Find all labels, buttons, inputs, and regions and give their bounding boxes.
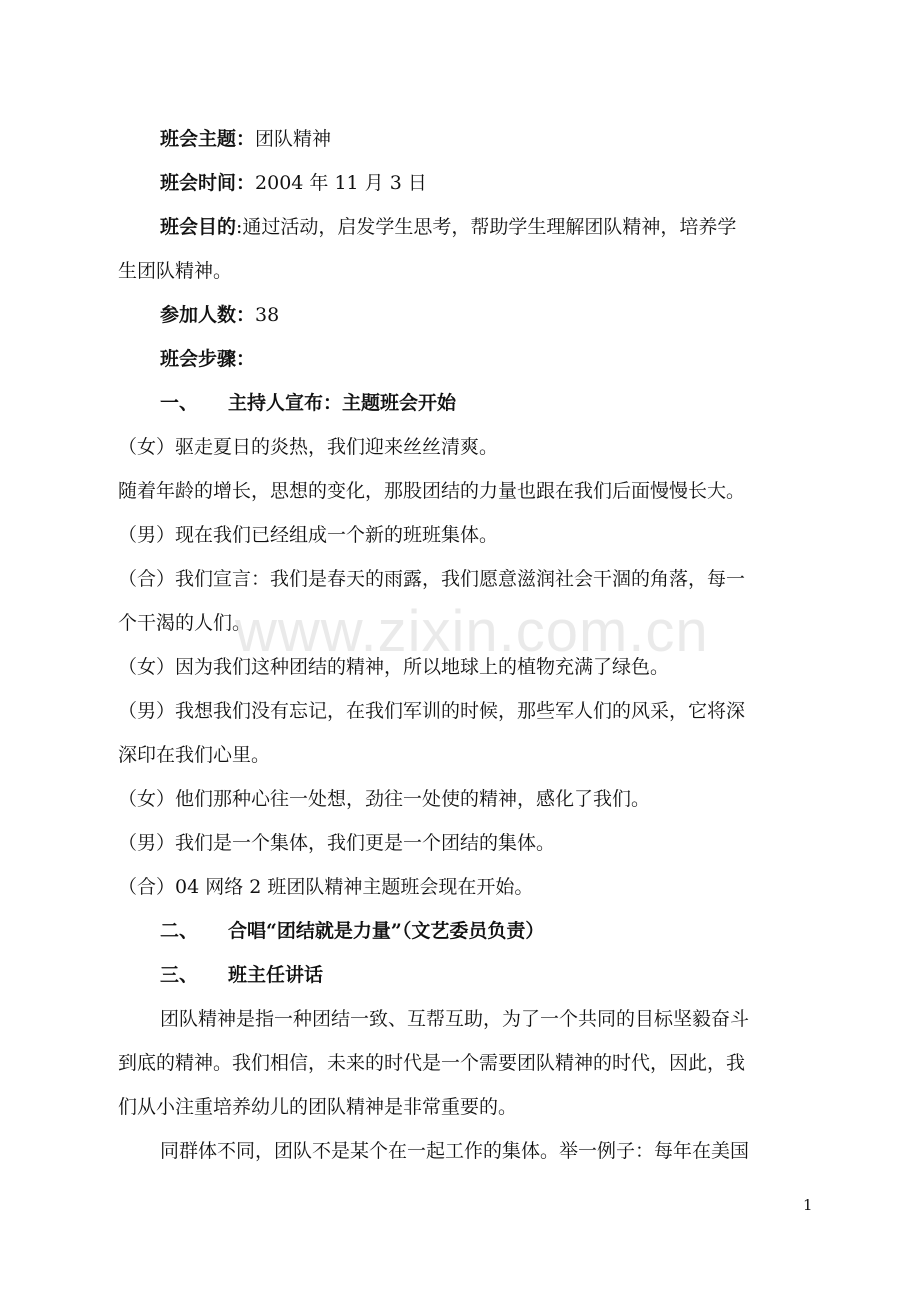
meta-count: [160, 303, 860, 327]
count-label: 参加人数：: [160, 304, 256, 326]
dialogue-line: （女）因为我们这种团结的精神，所以地球上的植物充满了绿色。: [118, 656, 670, 678]
meta-theme: [160, 127, 860, 151]
section3-number: 三、: [160, 964, 199, 986]
theme-label: 班会主题：: [160, 128, 256, 150]
section3-heading: [160, 963, 860, 987]
steps-label: 班会步骤：: [160, 348, 256, 370]
paragraph-line: 团队精神是指一种团结一致、互帮互助，为了一个共同的目标坚毅奋斗: [160, 1008, 750, 1030]
purpose-value-line1: :通过活动，启发学生思考，帮助学生理解团队精神，培养学: [236, 216, 737, 238]
dialogue-line: 随着年龄的增长，思想的变化，那股团结的力量也跟在我们后面慢慢长大。: [118, 480, 746, 502]
purpose-label: 班会目的: [160, 216, 237, 238]
section1-number: 一、: [160, 392, 199, 414]
dialogue-line: （男）我想我们没有忘记，在我们军训的时候，那些军人们的风采，它将深: [118, 700, 746, 722]
section3-title: 班主任讲话: [228, 964, 324, 986]
paragraph-line: 们从小注重培养幼儿的团队精神是非常重要的。: [118, 1096, 518, 1118]
dialogue-line: （女）他们那种心往一处想，劲往一处使的精神，感化了我们。: [118, 788, 651, 810]
section1-title: 主持人宣布：主题班会开始: [228, 392, 457, 414]
dialogue-line: 个干渴的人们。: [118, 612, 252, 634]
dialogue-line: （合）我们宣言：我们是春天的雨露，我们愿意滋润社会干涸的角落，每一: [118, 568, 746, 590]
count-value: 38: [255, 304, 280, 326]
dialogue-line: （男）我们是一个集体，我们更是一个团结的集体。: [118, 832, 556, 854]
dialogue-line: （女）驱走夏日的炎热，我们迎来丝丝清爽。: [118, 436, 499, 458]
watermark: www.zixin.com.cn: [235, 599, 709, 664]
time-value: 2004 年 11 月 3 日: [255, 172, 427, 194]
time-label: 班会时间：: [160, 172, 256, 194]
theme-value: 团队精神: [255, 128, 332, 150]
meta-time: [160, 171, 860, 195]
paragraph-line: 到底的精神。我们相信，未来的时代是一个需要团队精神的时代，因此，我: [118, 1052, 746, 1074]
paragraph-line: 同群体不同，团队不是某个在一起工作的集体。举一例子：每年在美国: [160, 1140, 750, 1162]
purpose-value-line2: 生团队精神。: [118, 260, 233, 282]
section2-number: 二、: [160, 920, 199, 942]
page-number: 1: [803, 1196, 813, 1214]
section2-heading: [160, 919, 860, 943]
dialogue-line: （合）04 网络 2 班团队精神主题班会现在开始。: [118, 876, 534, 898]
meta-purpose: [160, 215, 860, 239]
section1-heading: [160, 391, 860, 415]
dialogue-line: 深印在我们心里。: [118, 744, 271, 766]
dialogue-line: （男）现在我们已经组成一个新的班班集体。: [118, 524, 499, 546]
section2-title: 合唱“团结就是力量”（文艺委员负责）: [228, 920, 545, 942]
